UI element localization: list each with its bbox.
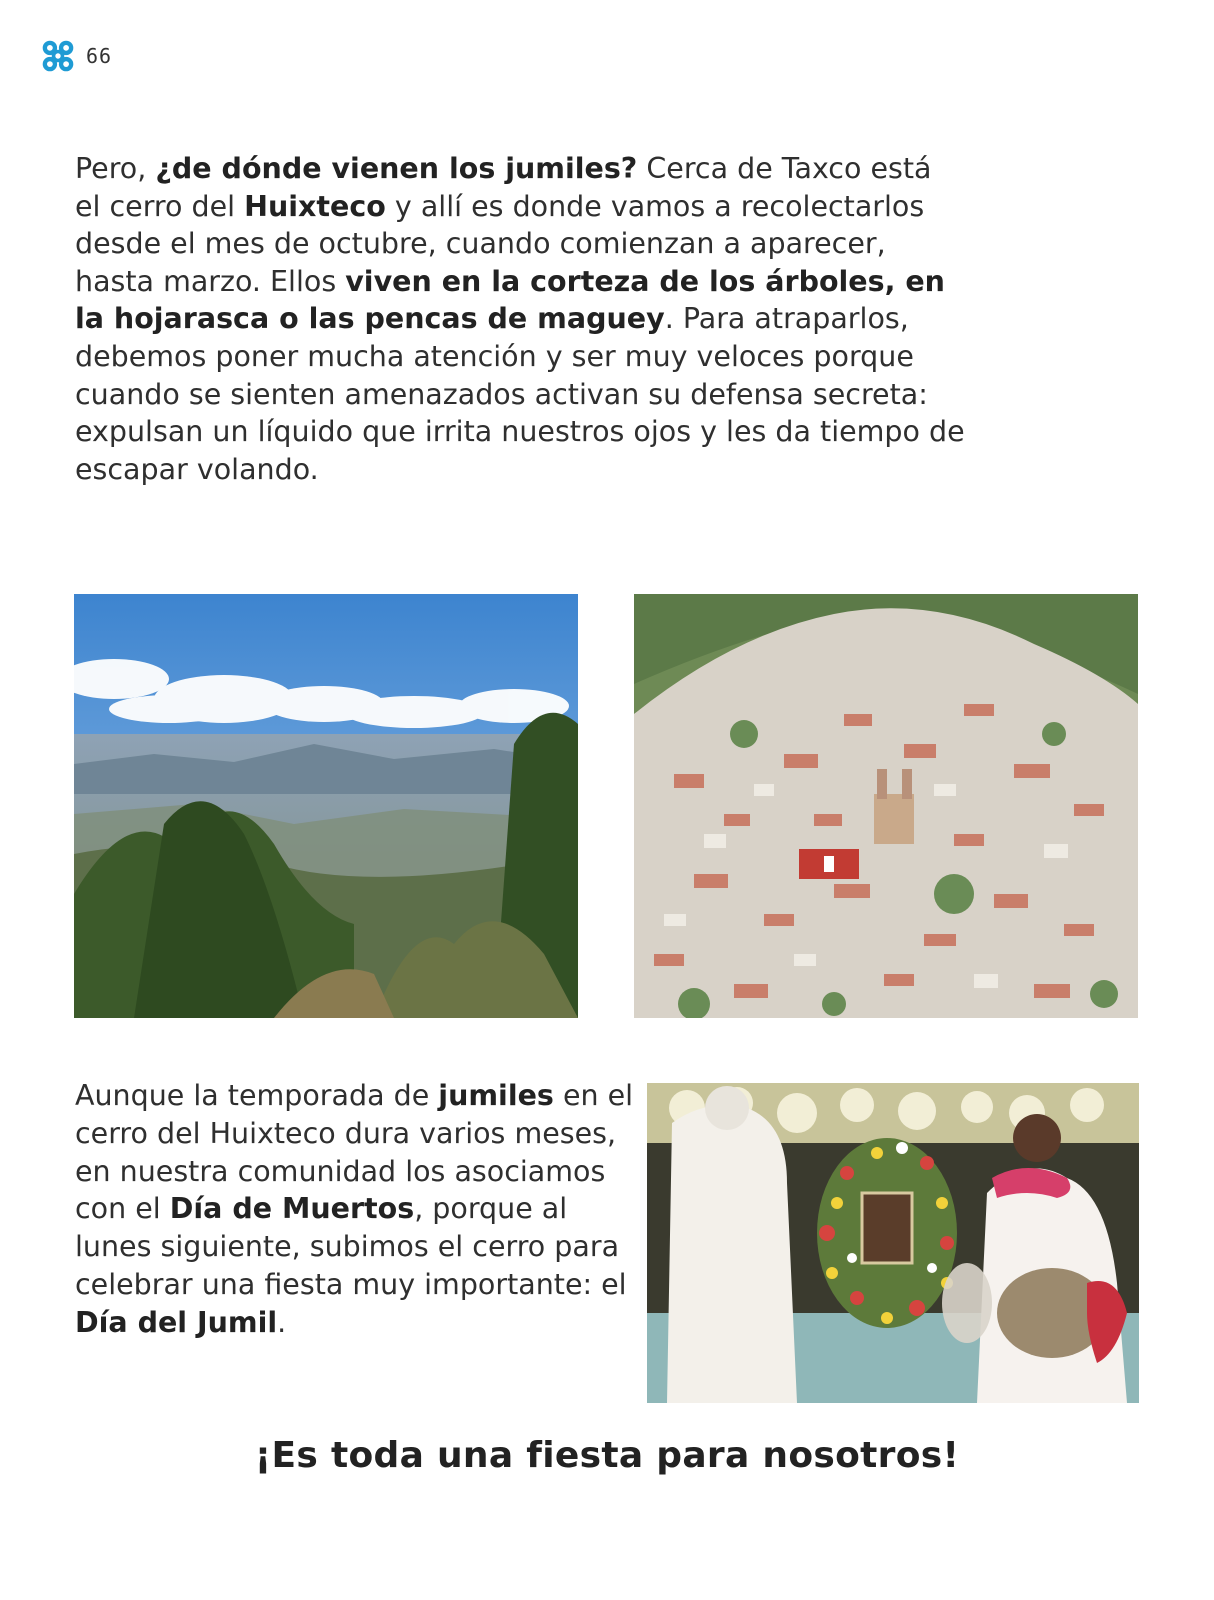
altar-celebration-photo	[647, 1083, 1139, 1403]
intro-bold-question: ¿de dónde vienen los jumiles?	[155, 152, 638, 185]
second-text-2: en el cerro del Huixteco dura varios meses, en nuestra comunidad los asociamos con el	[75, 1079, 634, 1226]
closing-exclamation: ¡Es toda una fiesta para nosotros!	[254, 1435, 960, 1476]
intro-text-2: Cerca de Taxco está el cerro del	[75, 152, 932, 223]
second-bold-dia-jumil: Día del Jumil	[75, 1305, 278, 1339]
intro-text-3: y allí es donde vamos a recolectarlos desde el mes de octubre, cuando comienzan a aparecer, hasta marzo. Ellos	[75, 189, 925, 298]
page-header	[40, 38, 112, 74]
second-bold-dia-muertos: Día de Muertos	[169, 1192, 415, 1226]
intro-bold-huixteco: Huixteco	[244, 189, 386, 223]
intro-text-1: Pero,	[75, 152, 156, 185]
second-text-1: Aunque la temporada de	[75, 1079, 439, 1112]
mountain-landscape-photo	[74, 594, 578, 1018]
taxco-town-photo	[634, 594, 1138, 1018]
intro-paragraph	[75, 150, 965, 488]
second-paragraph	[75, 1077, 635, 1342]
second-text-3: , porque al lunes siguiente, subimos el cerro para celebrar una fiesta muy importante: el	[75, 1192, 627, 1301]
intro-text-4: . Para atraparlos, debemos poner mucha atención y ser muy veloces porque cuando se sienten amenazados activan su defensa secreta: expulsan un líquido que irrita nuestros ojos y les da tiempo de escapar volando.	[75, 302, 965, 486]
second-bold-jumiles: jumiles	[438, 1079, 554, 1112]
flower-icon	[40, 38, 76, 74]
page-number: 66	[86, 44, 113, 68]
intro-bold-habitat: viven en la corteza de los árboles, en la hojarasca o las pencas de maguey	[75, 264, 945, 336]
second-text-4: .	[277, 1305, 287, 1339]
